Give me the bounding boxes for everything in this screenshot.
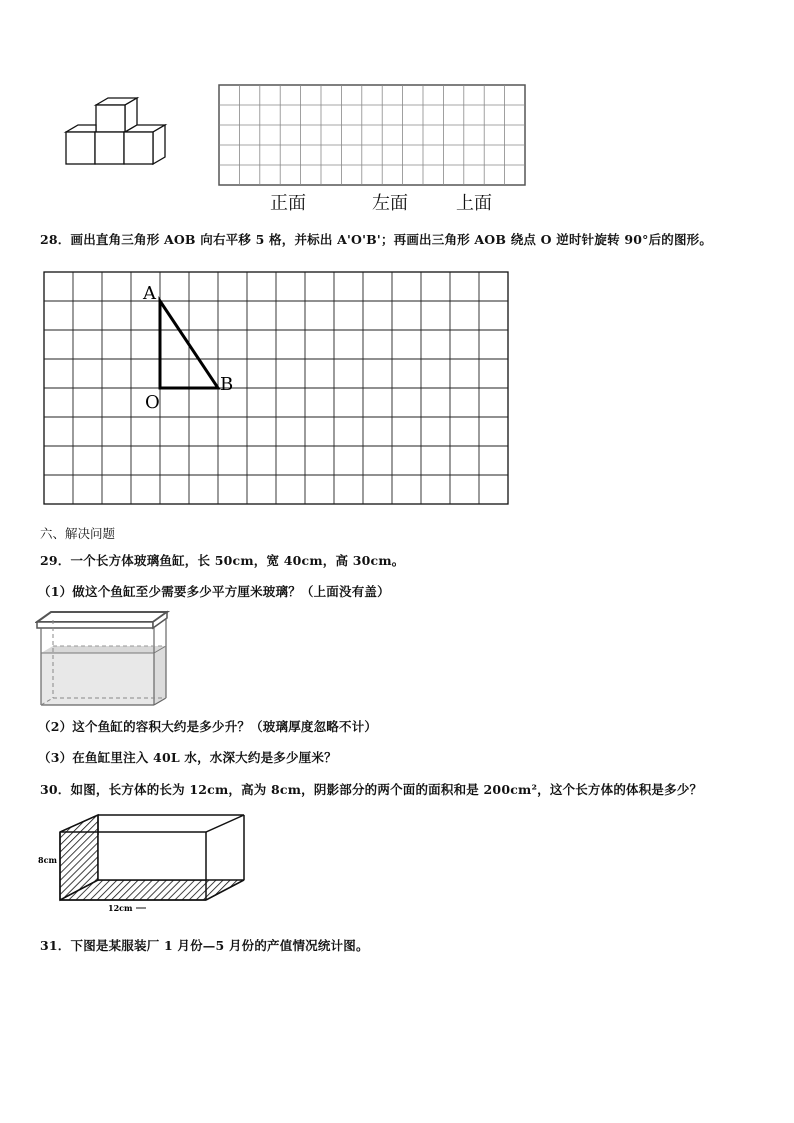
front-view-label: 正面	[270, 193, 306, 214]
view-drawing-grid[interactable]	[218, 84, 528, 188]
fish-tank-figure	[35, 608, 170, 708]
point-b-label: B	[220, 374, 234, 395]
left-view-label: 左面	[372, 193, 408, 214]
question-29-sub2: （2）这个鱼缸的容积大约是多少升？（玻璃厚度忽略不计）	[38, 719, 378, 734]
question-31-text: 31．下图是某服装厂 1 月份—5 月份的产值情况统计图。	[40, 938, 369, 953]
section-heading: 六、解决问题	[40, 526, 116, 541]
cube-stack-figure	[60, 95, 170, 170]
question-29-sub1: （1）做这个鱼缸至少需要多少平方厘米玻璃？（上面没有盖）	[38, 584, 390, 599]
cuboid-figure	[38, 810, 248, 915]
grid-border	[219, 85, 525, 185]
top-view-label: 上面	[456, 193, 492, 214]
point-a-label: A	[143, 283, 156, 304]
length-label: 12cm	[108, 903, 133, 913]
point-o-label: O	[145, 392, 160, 413]
question-28-text: 28．画出直角三角形 AOB 向右平移 5 格，并标出 A'O'B'；再画出三角形 AOB 绕点 O 逆时针旋转 90°后的图形。	[40, 232, 713, 247]
question-29-text: 29．一个长方体玻璃鱼缸，长 50cm，宽 40cm，高 30cm。	[40, 553, 405, 568]
question-29-sub3: （3）在鱼缸里注入 40L 水，水深大约是多少厘米？	[38, 750, 337, 765]
question-30-text: 30．如图，长方体的长为 12cm，高为 8cm，阴影部分的两个面的面积和是 200cm²，这个长方体的体积是多少？	[40, 782, 703, 797]
triangle-grid[interactable]	[40, 268, 512, 506]
height-label: 8cm	[38, 855, 57, 865]
